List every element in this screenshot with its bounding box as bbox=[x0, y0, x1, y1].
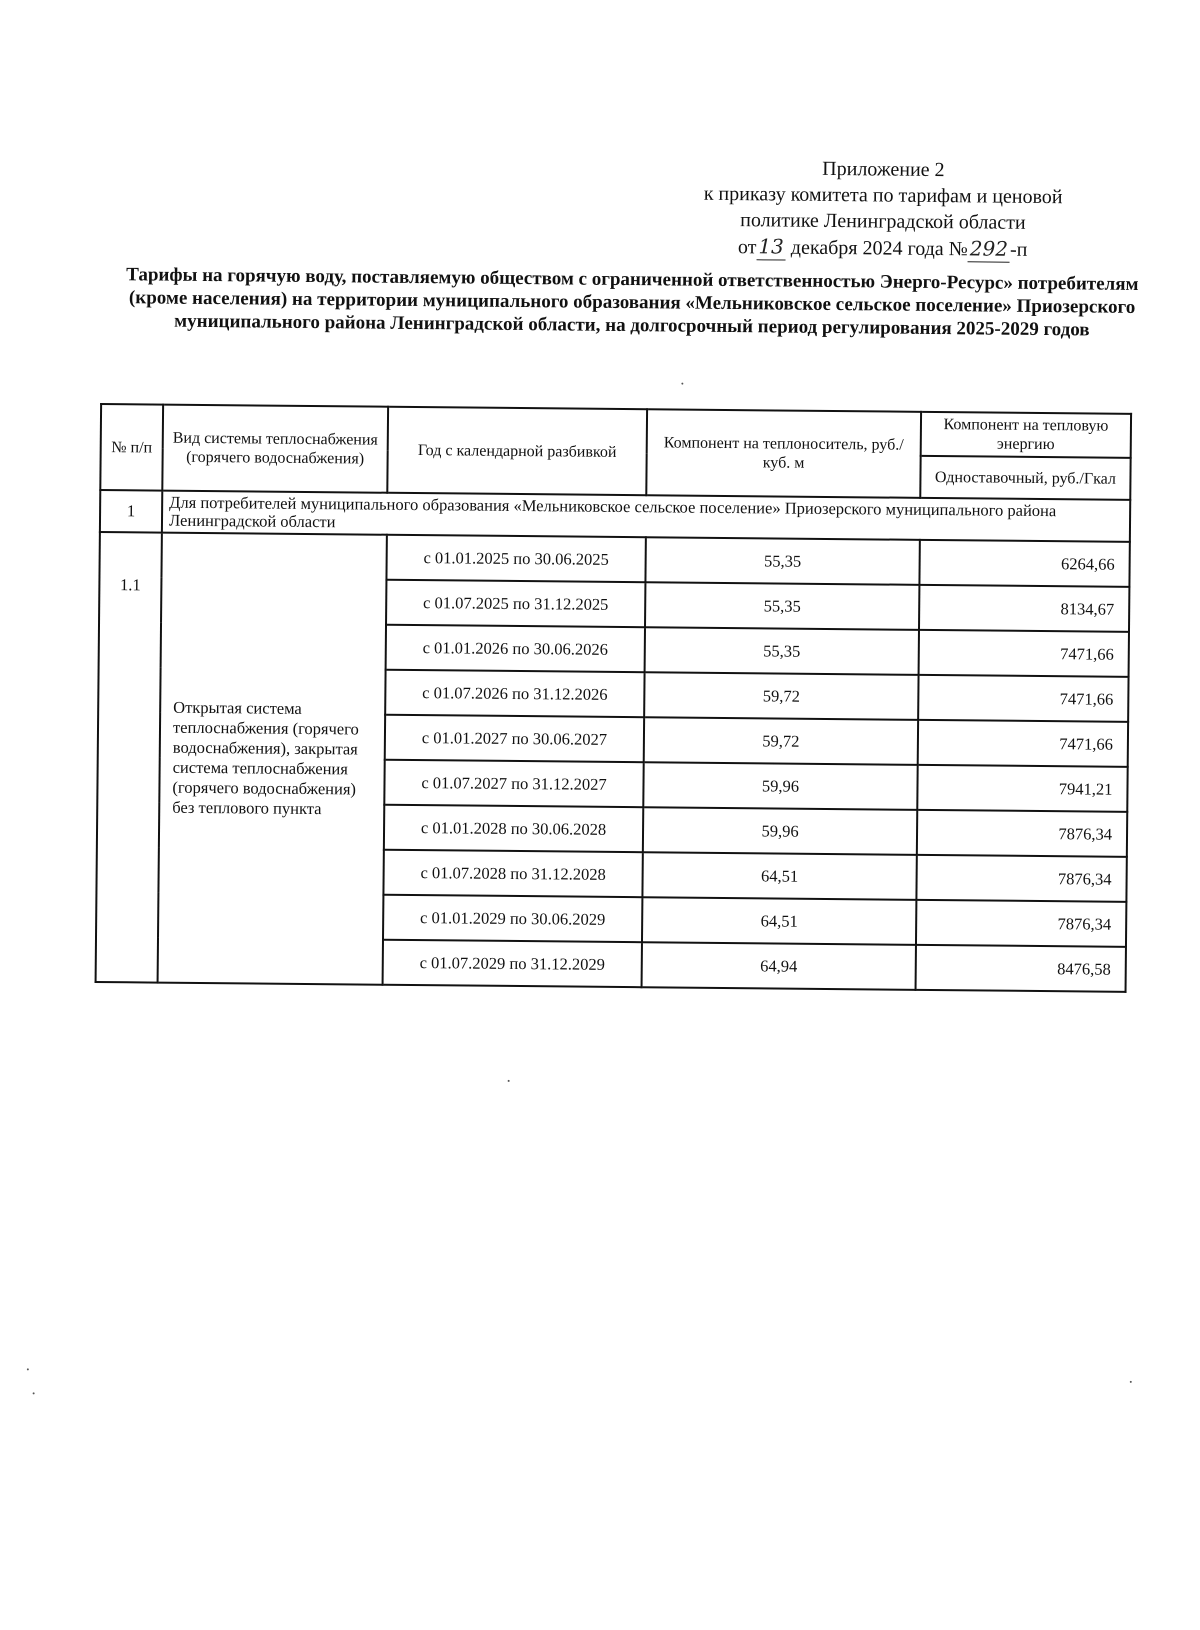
period-cell: с 01.01.2029 по 30.06.2029 bbox=[383, 895, 642, 942]
scan-speck bbox=[27, 1368, 29, 1370]
energy-value-cell: 8476,58 bbox=[916, 945, 1126, 992]
header-num: № п/п bbox=[100, 404, 163, 491]
header-energy: Компонент на тепловую энергию bbox=[921, 412, 1131, 458]
order-number-handwritten: 292 bbox=[968, 235, 1010, 262]
item-system-type: Открытая система теплоснабжения (горячего водоснабжения), закрытая система теплоснабжения (горячего водоснабжения) без теплового пункта bbox=[158, 533, 387, 985]
energy-value-cell: 7876,34 bbox=[916, 855, 1126, 902]
document-title: Тарифы на горячую воду, поставляемую обществом с ограниченной ответственностью Энерго-Ресурс» потребителям (кроме населения) на территории муниципального образования «Мельниковское сельское поселение» Приозерского муниципального района Ленинградской области, на долгосрочный период регулирования 2025-2029 годов bbox=[126, 264, 1139, 341]
energy-value-cell: 7471,66 bbox=[918, 720, 1128, 767]
table-row bbox=[99, 532, 1129, 587]
energy-value-cell: 7471,66 bbox=[918, 675, 1128, 722]
carrier-value-cell: 55,35 bbox=[645, 537, 919, 585]
period-cell: с 01.01.2027 по 30.06.2027 bbox=[385, 715, 644, 762]
scan-speck bbox=[33, 1392, 35, 1394]
energy-value-cell: 8134,67 bbox=[919, 585, 1129, 632]
appendix-line-4 bbox=[638, 232, 1128, 264]
order-date-middle: декабря 2024 года № bbox=[790, 236, 968, 261]
appendix-header bbox=[638, 154, 1129, 264]
scan-speck bbox=[508, 1080, 510, 1082]
carrier-value-cell: 59,96 bbox=[643, 762, 917, 810]
carrier-value-cell: 64,51 bbox=[642, 852, 916, 900]
period-cell: с 01.01.2026 по 30.06.2026 bbox=[386, 625, 645, 672]
order-number-suffix: -п bbox=[1009, 238, 1028, 261]
appendix-line-3: политике Ленинградской области bbox=[740, 209, 1026, 234]
scan-speck bbox=[1130, 1381, 1132, 1383]
tariff-table bbox=[95, 403, 1133, 993]
table-header-row bbox=[101, 404, 1131, 458]
group-num: 1 bbox=[100, 490, 162, 533]
order-date-prefix: от bbox=[737, 236, 757, 259]
scan-speck bbox=[681, 383, 683, 385]
period-cell: с 01.01.2025 по 30.06.2025 bbox=[386, 535, 645, 582]
carrier-value-cell: 59,72 bbox=[644, 672, 918, 720]
energy-value-cell: 6264,66 bbox=[919, 540, 1129, 587]
group-text: Для потребителей муниципального образования «Мельниковское сельское поселение» Приозерского муниципального района Ленинградской области bbox=[162, 491, 1130, 542]
energy-value-cell: 7471,66 bbox=[919, 630, 1129, 677]
period-cell: с 01.07.2028 по 31.12.2028 bbox=[383, 850, 642, 897]
header-energy-single-rate: Одноставочный, руб./Гкал bbox=[920, 456, 1130, 500]
order-day-handwritten: 13 bbox=[756, 233, 786, 260]
energy-value-cell: 7941,21 bbox=[917, 765, 1127, 812]
period-cell: с 01.07.2029 по 31.12.2029 bbox=[383, 940, 642, 987]
carrier-value-cell: 55,35 bbox=[645, 582, 919, 630]
period-cell: с 01.01.2028 по 30.06.2028 bbox=[384, 805, 643, 852]
carrier-value-cell: 59,72 bbox=[644, 717, 918, 765]
item-num: 1.1 bbox=[96, 532, 162, 983]
header-system-type: Вид системы теплоснабжения (горячего водоснабжения) bbox=[162, 405, 388, 493]
period-cell: с 01.07.2026 по 31.12.2026 bbox=[385, 670, 644, 717]
energy-value-cell: 7876,34 bbox=[917, 810, 1127, 857]
carrier-value-cell: 59,96 bbox=[643, 807, 917, 855]
carrier-value-cell: 64,51 bbox=[642, 897, 916, 945]
period-cell: с 01.07.2027 по 31.12.2027 bbox=[384, 760, 643, 807]
energy-value-cell: 7876,34 bbox=[916, 900, 1126, 947]
period-cell: с 01.07.2025 по 31.12.2025 bbox=[386, 580, 645, 627]
carrier-value-cell: 55,35 bbox=[645, 627, 919, 675]
appendix-line-2: к приказу комитета по тарифам и ценовой bbox=[703, 182, 1063, 209]
carrier-value-cell: 64,94 bbox=[642, 942, 916, 990]
appendix-line-1: Приложение 2 bbox=[822, 157, 945, 182]
header-period: Год с календарной разбивкой bbox=[387, 407, 647, 495]
header-carrier: Компонент на теплоноситель, руб./куб. м bbox=[646, 409, 921, 498]
